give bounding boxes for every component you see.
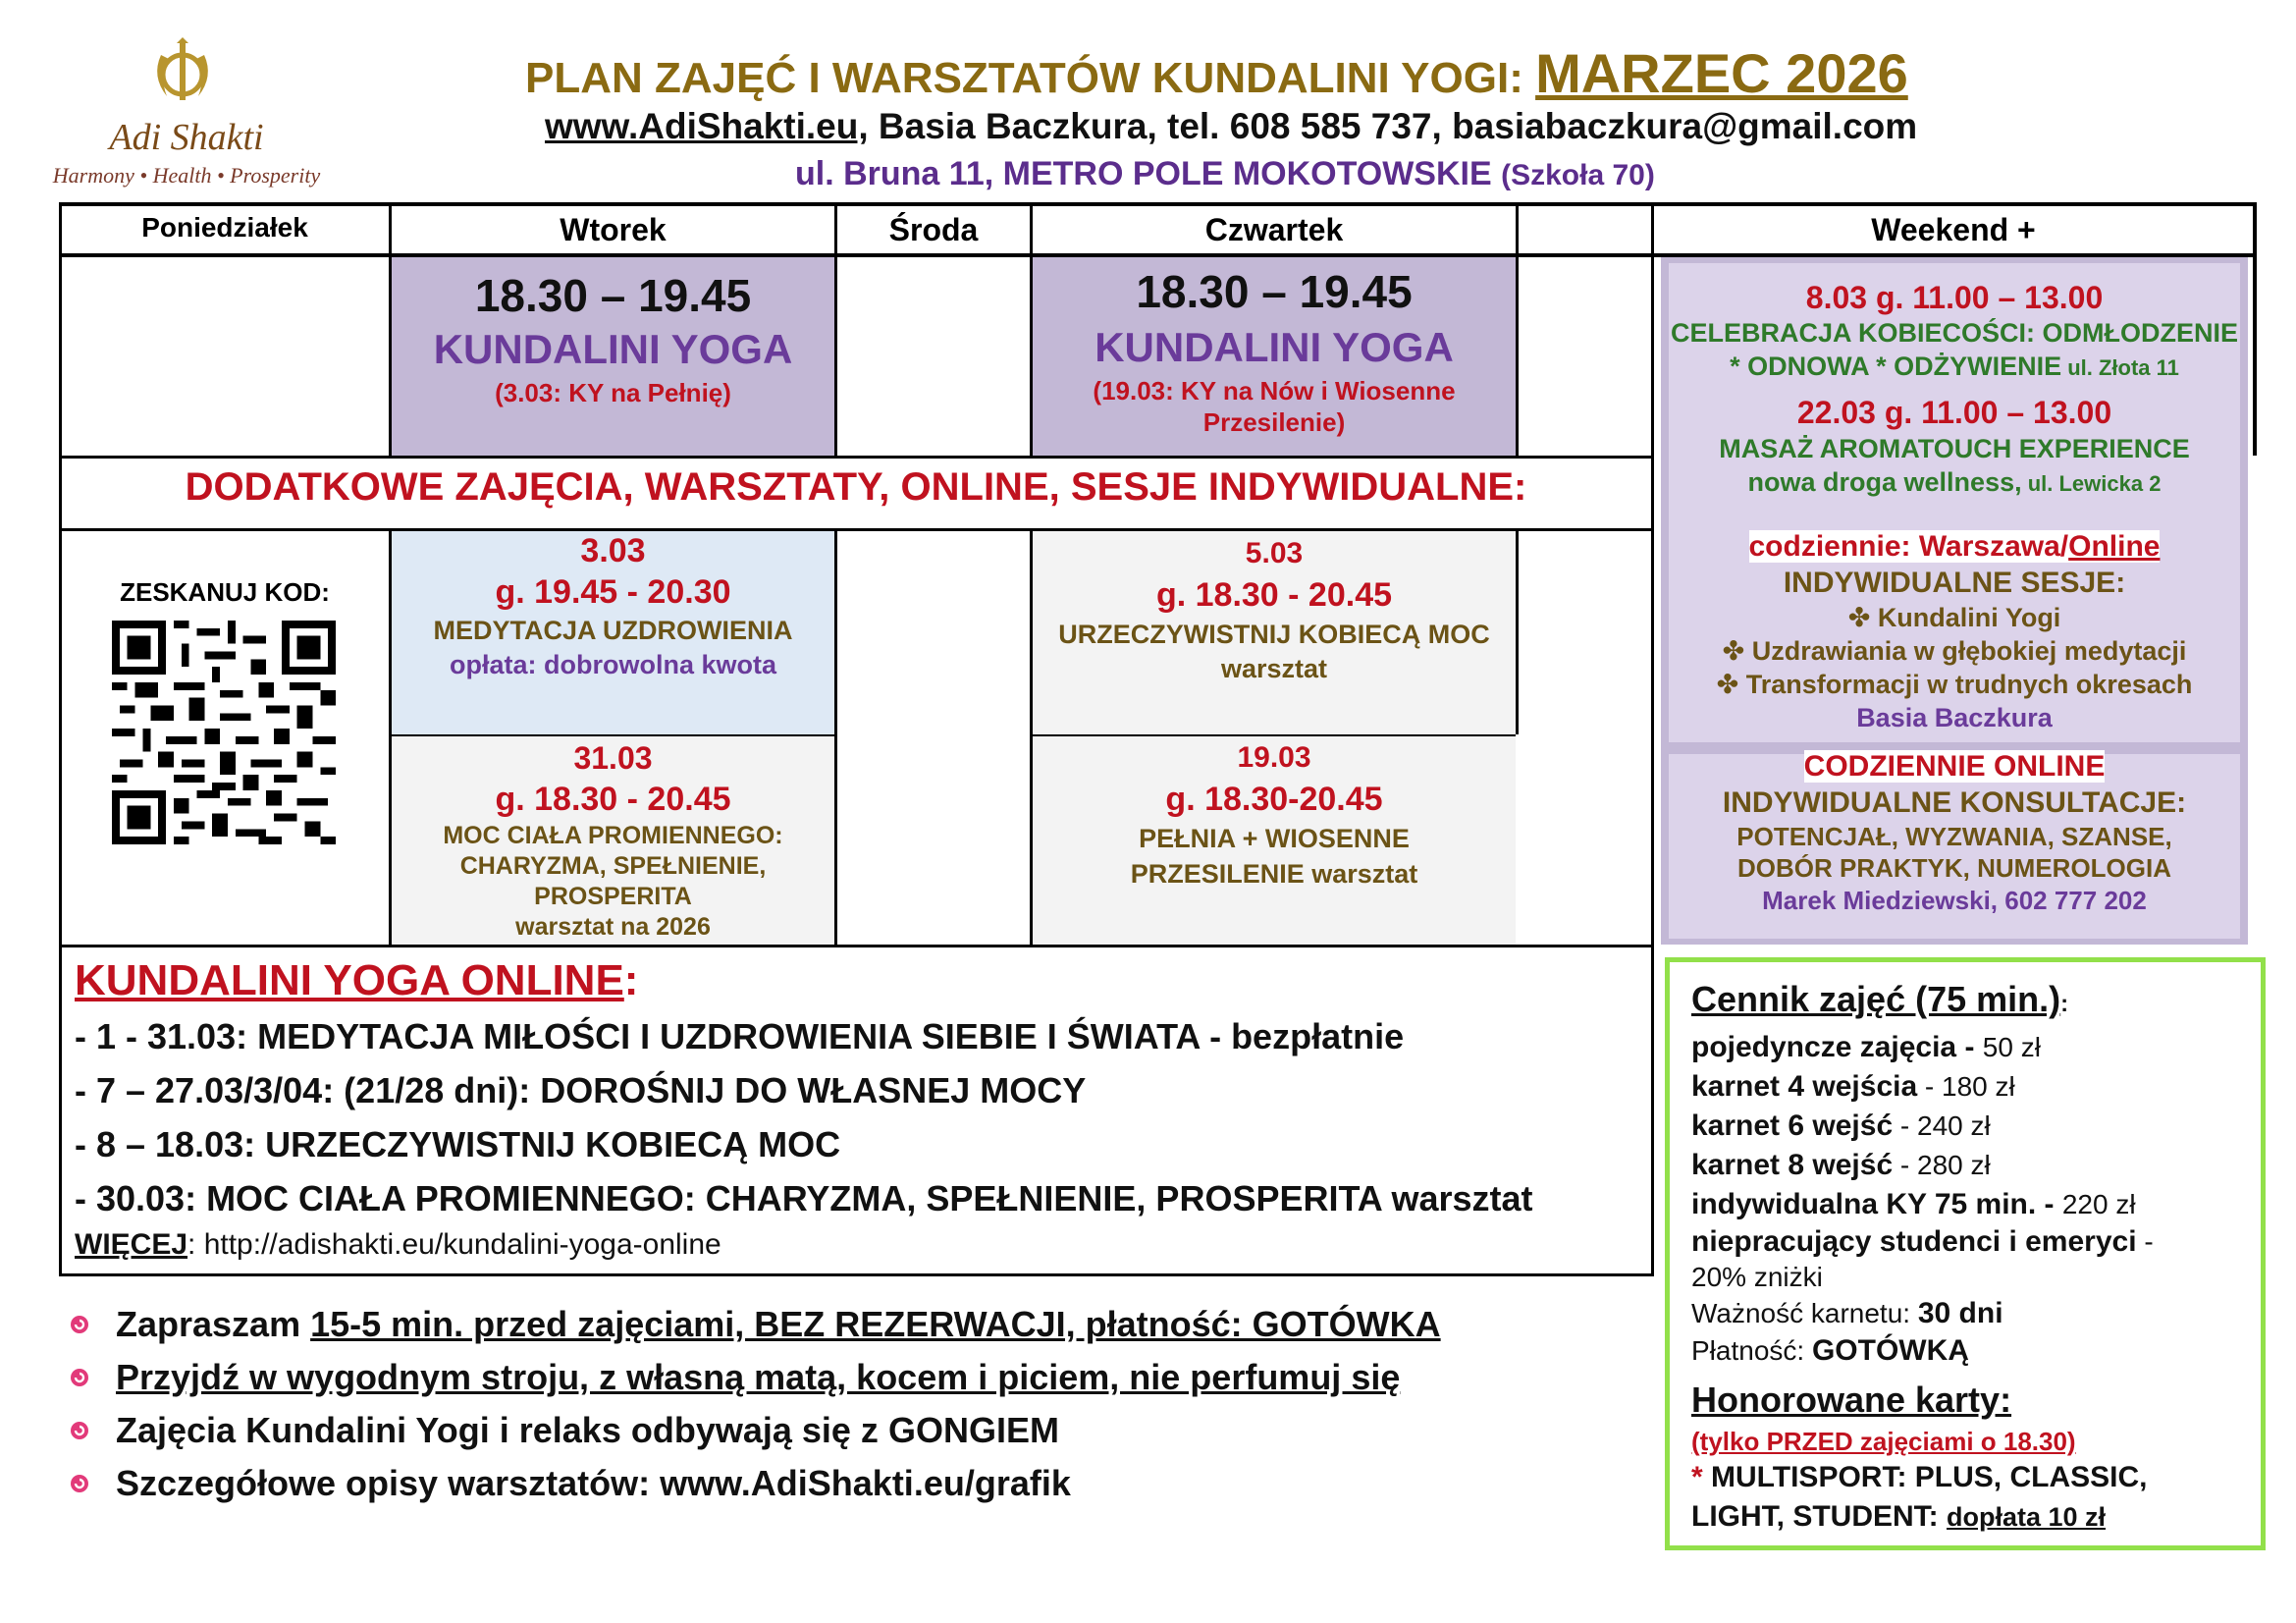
qr-label: ZESKANUJ KOD:	[120, 577, 330, 607]
session-item	[1669, 634, 2240, 668]
online-item: - 1 - 31.03: MEDYTACJA MIŁOŚCI I UZDROWIENIA SIEBIE I ŚWIATA - bezpłatnie	[75, 1016, 1405, 1056]
event-line3: PROSPERITA	[534, 883, 692, 910]
contact-line	[545, 106, 1917, 147]
more-url-link[interactable]: : http://adishakti.eu/kundalini-yoga-online	[187, 1228, 721, 1261]
online-more	[75, 1225, 1645, 1265]
online-title-text: CODZIENNIE ONLINE	[1803, 750, 2106, 783]
event-31-03	[392, 738, 834, 943]
title-month: MARZEC 2026	[1535, 42, 1908, 104]
pricing-title	[1691, 976, 2251, 1028]
event-line2: CHARYZMA, SPEŁNIENIE,	[459, 852, 767, 880]
note-item	[69, 1357, 1659, 1410]
event-5-03	[1033, 534, 1516, 685]
class-note-line1: (19.03: KY na Nów i Wiosenne	[1093, 376, 1456, 406]
price-label: karnet 8 wejść	[1691, 1149, 1894, 1181]
event-line4: warsztat na 2026	[515, 913, 711, 941]
validity-label: Ważność karnetu:	[1691, 1298, 1918, 1328]
consult-title: INDYWIDUALNE KONSULTACJE:	[1722, 786, 2187, 819]
price-row	[1691, 1146, 2251, 1185]
session-item-label: Transformacji w trudnych okresach	[1745, 670, 2193, 699]
note-text	[116, 1304, 1441, 1345]
weekend-event2-location: ul. Lewicka 2	[2021, 471, 2162, 496]
address-main: ul. Bruna 11, METRO POLE MOKOTOWSKIE	[795, 155, 1502, 192]
price-value: -	[2136, 1226, 2154, 1257]
event-time: g. 18.30-20.45	[1165, 781, 1383, 818]
cards-note: (tylko PRZED zajęciami o 18.30)	[1691, 1427, 2076, 1456]
note-text: Szczegółowe opisy warsztatów: www.AdiShakti.eu/grafik	[116, 1463, 1071, 1503]
payment-label: Płatność:	[1691, 1335, 1812, 1366]
price-label: karnet 6 wejść	[1691, 1109, 1894, 1142]
note-item	[69, 1410, 1659, 1463]
weekend-event1-line1: CELEBRACJA KOBIECOŚCI: ODMŁODZENIE	[1670, 318, 2239, 348]
payment-row	[1691, 1332, 2251, 1370]
weekend-event2-date: 22.03 g. 11.00 – 13.00	[1796, 395, 2112, 430]
weekend-event2-text: nowa droga wellness,	[1747, 467, 2022, 497]
weekend-event1-line2	[1669, 350, 2240, 385]
weekend-event1-text: * ODNOWA * ODŻYWIENIE	[1730, 352, 2062, 381]
note-text-b: 15-5 min. przed zajęciami, BEZ REZERWACJI, płatność: GOTÓWKA	[310, 1304, 1441, 1344]
sessions-title: INDYWIDUALNE SESJE:	[1783, 567, 2126, 599]
title-prefix: PLAN ZAJĘĆ I WARSZTATÓW KUNDALINI YOGI:	[525, 54, 1536, 102]
note-text: Przyjdź w wygodnym stroju, z własną matą, kocem i piciem, nie perfumuj się	[116, 1357, 1401, 1397]
payment-value: GOTÓWKĄ	[1811, 1334, 1969, 1367]
event-title: MEDYTACJA UZDROWIENIA	[433, 616, 793, 645]
event-line1: PEŁNIA + WIOSENNE	[1139, 824, 1410, 853]
price-value: - 240 zł	[1893, 1110, 1991, 1141]
price-label: karnet 4 wejścia	[1691, 1070, 1918, 1103]
clover-icon: ✤	[1716, 670, 1746, 699]
price-row	[1691, 1067, 2251, 1107]
online-title-text: KUNDALINI YOGA ONLINE	[75, 956, 624, 1004]
khanda-icon	[147, 37, 218, 108]
event-time: g. 18.30 - 20.45	[1155, 576, 1393, 614]
weekend-event2-line1: MASAŻ AROMATOUCH EXPERIENCE	[1719, 434, 2190, 463]
cards-extra: dopłata 10 zł	[1947, 1502, 2107, 1532]
weekend-event2-line2	[1669, 465, 2240, 501]
weekend-event1-date: 8.03 g. 11.00 – 13.00	[1805, 280, 2104, 315]
event-sub: opłata: dobrowolna kwota	[449, 650, 776, 679]
sessions-person: Basia Baczkura	[1856, 703, 2053, 732]
online-title-colon: :	[623, 956, 639, 1004]
pricing-title-text: Cennik zajęć (75 min.)	[1691, 979, 2061, 1019]
online-title	[1669, 748, 2240, 785]
daily-prefix: codziennie: Warszawa/	[1748, 530, 2069, 563]
spiral-bullet-icon	[69, 1314, 90, 1335]
logo-tagline: Harmony • Health • Prosperity	[52, 163, 321, 188]
clover-icon: ✤	[1722, 636, 1752, 666]
validity-value: 30 dni	[1917, 1297, 2003, 1329]
session-item-label: Uzdrawiania w głębokiej medytacji	[1751, 636, 2187, 666]
tuesday-class	[392, 267, 834, 410]
event-sub: warsztat	[1220, 654, 1328, 683]
event-date: 5.03	[1245, 537, 1304, 569]
event-date: 31.03	[573, 740, 653, 776]
pricing-box	[1665, 957, 2266, 1550]
thursday-class	[1033, 263, 1516, 438]
cards-title: Honorowane karty:	[1691, 1380, 2012, 1420]
consult-line2: DOBÓR PRAKTYK, NUMEROLOGIA	[1737, 853, 2171, 883]
class-time: 18.30 – 19.45	[1136, 266, 1413, 317]
day-header-thursday: Czwartek	[1204, 212, 1344, 247]
validity-row	[1691, 1295, 2251, 1332]
day-header-weekend: Weekend +	[1871, 212, 2036, 247]
note-text-a: Zapraszam	[116, 1304, 311, 1344]
online-item: - 7 – 27.03/3/04: (21/28 dni): DOROŚNIJ DO WŁASNEJ MOCY	[75, 1070, 1087, 1110]
price-row-cont: 20% zniżki	[1691, 1262, 1823, 1292]
daily-sessions-line	[1669, 528, 2240, 566]
session-item-label: Kundalini Yogi	[1877, 603, 2061, 632]
consult-person: Marek Miedziewski, 602 777 202	[1762, 886, 2147, 915]
cards-line2-text: LIGHT, STUDENT:	[1691, 1500, 1947, 1533]
logo-name: Adi Shakti	[109, 117, 264, 158]
weekend-content	[1669, 279, 2240, 917]
event-time: g. 18.30 - 20.45	[495, 781, 731, 818]
cards-line1	[1691, 1458, 2251, 1497]
price-value: 50 zł	[1982, 1032, 2041, 1062]
price-label: indywidualna KY 75 min. -	[1691, 1188, 2062, 1220]
online-item: - 8 – 18.03: URZECZYWISTNIJ KOBIECĄ MOC	[75, 1124, 841, 1164]
contact-details: Basia Baczkura, tel. 608 585 737, basiabaczkura@gmail.com	[868, 106, 1918, 146]
pricing-title-colon: :	[2060, 991, 2069, 1017]
class-name: KUNDALINI YOGA	[433, 326, 793, 372]
day-header-monday: Poniedziałek	[141, 212, 308, 243]
event-line2: PRZESILENIE warsztat	[1130, 859, 1418, 889]
event-date: 3.03	[580, 532, 646, 569]
price-value: - 180 zł	[1917, 1071, 2015, 1102]
session-item	[1669, 601, 2240, 634]
address-line	[795, 155, 1655, 193]
contact-site-link[interactable]: www.AdiShakti.eu,	[545, 106, 869, 146]
qr-code[interactable]	[112, 621, 336, 844]
price-label: pojedyncze zajęcia -	[1691, 1031, 1983, 1063]
logo	[20, 37, 353, 194]
class-note: (3.03: KY na Pełnię)	[495, 378, 731, 407]
consult-line1: POTENCJAŁ, WYZWANIA, SZANSE,	[1736, 822, 2172, 851]
event-line1: MOC CIAŁA PROMIENNEGO:	[443, 822, 783, 849]
extra-activities-heading: DODATKOWE ZAJĘCIA, WARSZTATY, ONLINE, SESJE INDYWIDUALNE:	[185, 465, 1527, 509]
price-label: niepracujący studenci i emeryci	[1691, 1225, 2137, 1258]
spiral-bullet-icon	[69, 1367, 90, 1388]
event-time: g. 19.45 - 20.30	[495, 573, 731, 611]
price-row	[1691, 1185, 2251, 1224]
cards-line1-text: MULTISPORT: PLUS, CLASSIC,	[1702, 1461, 2148, 1493]
price-row	[1691, 1028, 2251, 1067]
event-title: URZECZYWISTNIJ KOBIECĄ MOC	[1058, 620, 1490, 649]
notes-list	[69, 1304, 1659, 1516]
event-3-03	[392, 530, 834, 681]
class-time: 18.30 – 19.45	[474, 270, 752, 321]
note-text: Zajęcia Kundalini Yogi i relaks odbywają się z GONGIEM	[116, 1410, 1059, 1450]
session-item	[1669, 668, 2240, 701]
asterisk: *	[1691, 1461, 1703, 1493]
daily-online: Online	[2068, 530, 2161, 563]
class-note-line2: Przesilenie)	[1202, 407, 1346, 437]
weekend-event1-location: ul. Złota 11	[2061, 355, 2179, 380]
note-item	[69, 1463, 1659, 1516]
online-title	[75, 952, 1645, 1009]
price-row	[1691, 1107, 2251, 1146]
event-19-03	[1033, 738, 1516, 892]
price-row	[1691, 1224, 2251, 1260]
page-title	[525, 41, 2194, 105]
day-header-tuesday: Wtorek	[560, 212, 667, 247]
more-label: WIĘCEJ	[75, 1228, 188, 1261]
clover-icon: ✤	[1847, 603, 1878, 632]
online-item: - 30.03: MOC CIAŁA PROMIENNEGO: CHARYZMA, SPEŁNIENIE, PROSPERITA warsztat	[75, 1178, 1533, 1218]
address-extra: (Szkoła 70)	[1501, 159, 1655, 191]
day-header-wednesday: Środa	[888, 212, 979, 247]
class-name: KUNDALINI YOGA	[1095, 324, 1454, 370]
price-value: 220 zł	[2061, 1189, 2136, 1219]
price-value: - 280 zł	[1893, 1150, 1991, 1180]
spiral-bullet-icon	[69, 1420, 90, 1441]
spiral-bullet-icon	[69, 1473, 90, 1494]
event-date: 19.03	[1237, 741, 1311, 774]
cards-line2	[1691, 1497, 2251, 1537]
online-section	[75, 952, 1645, 1265]
note-item	[69, 1304, 1659, 1357]
